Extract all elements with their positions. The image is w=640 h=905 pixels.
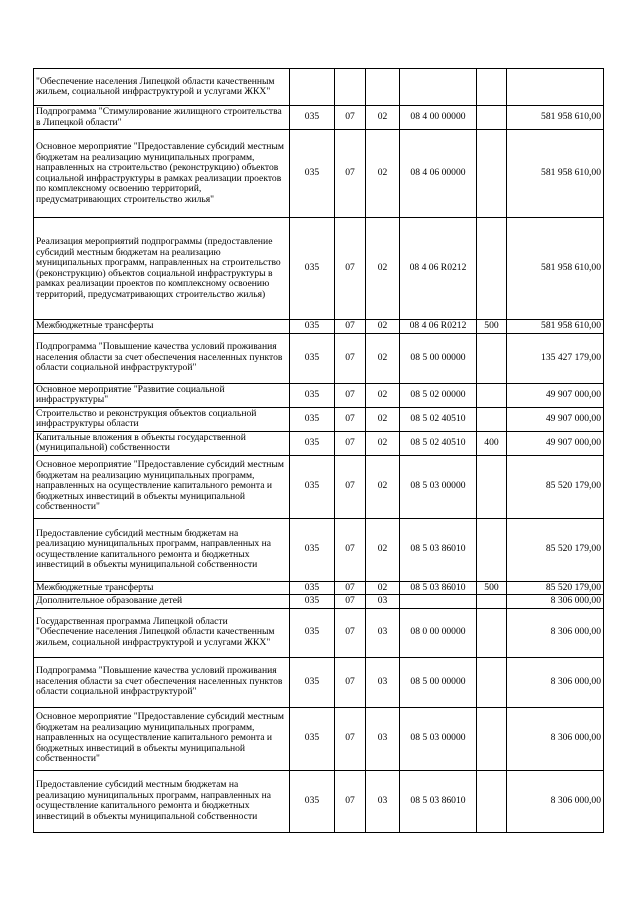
- cell-section: 07: [335, 218, 366, 320]
- cell-subsection: 02: [366, 581, 400, 595]
- cell-description: Капитальные вложения в объекты государственной (муниципальной) собственности: [34, 431, 290, 455]
- cell-amount: 8 306 000,00: [507, 657, 604, 707]
- cell-section: 07: [335, 455, 366, 518]
- cell-description: Подпрограмма "Повышение качества условий проживания населения области за счет обеспечения населенных пунктов области социальной инфраструктурой": [34, 333, 290, 383]
- cell-target-article: 08 5 02 40510: [400, 431, 477, 455]
- cell-description: "Обеспечение населения Липецкой области качественным жильем, социальной инфраструктурой и услугами ЖКХ": [34, 69, 290, 106]
- cell-ministry-code: 035: [290, 608, 335, 657]
- cell-target-article: 08 5 03 86010: [400, 770, 477, 832]
- cell-target-article: 08 5 00 00000: [400, 657, 477, 707]
- cell-amount: 135 427 179,00: [507, 333, 604, 383]
- cell-amount: 8 306 000,00: [507, 707, 604, 770]
- cell-expense-type: [477, 106, 507, 130]
- table-row: [34, 707, 604, 770]
- cell-description: Строительство и реконструкция объектов социальной инфраструктуры области: [34, 407, 290, 431]
- cell-amount: 49 907 000,00: [507, 407, 604, 431]
- cell-section: 07: [335, 333, 366, 383]
- cell-target-article: 08 5 00 00000: [400, 333, 477, 383]
- cell-description: Предоставление субсидий местным бюджетам на реализацию муниципальных программ, направленных на осуществление капитального ремонта и бюджетных инвестиций в объекты муниципальной собственности: [34, 770, 290, 832]
- table-row: [34, 320, 604, 334]
- cell-target-article: 08 4 06 00000: [400, 130, 477, 218]
- cell-ministry-code: 035: [290, 431, 335, 455]
- cell-amount: 8 306 000,00: [507, 608, 604, 657]
- cell-description: Межбюджетные трансферты: [34, 581, 290, 595]
- cell-description: Основное мероприятие "Развитие социальной инфраструктуры": [34, 383, 290, 407]
- cell-target-article: 08 4 06 R0212: [400, 218, 477, 320]
- cell-description: Государственная программа Липецкой области "Обеспечение населения Липецкой области качественным жильем, социальной инфраструктурой и услугами ЖКХ": [34, 608, 290, 657]
- cell-subsection: 03: [366, 657, 400, 707]
- cell-expense-type: [477, 455, 507, 518]
- cell-target-article: 08 4 00 00000: [400, 106, 477, 130]
- cell-ministry-code: [290, 69, 335, 106]
- table-row: [34, 518, 604, 581]
- cell-amount: 85 520 179,00: [507, 518, 604, 581]
- cell-expense-type: [477, 608, 507, 657]
- cell-amount: 581 958 610,00: [507, 218, 604, 320]
- cell-subsection: 03: [366, 595, 400, 609]
- cell-target-article: 08 5 02 40510: [400, 407, 477, 431]
- cell-section: 07: [335, 595, 366, 609]
- cell-target-article: 08 5 03 00000: [400, 455, 477, 518]
- cell-ministry-code: 035: [290, 518, 335, 581]
- cell-section: 07: [335, 707, 366, 770]
- cell-section: 07: [335, 657, 366, 707]
- cell-ministry-code: 035: [290, 770, 335, 832]
- table-row: [34, 431, 604, 455]
- table-row: [34, 333, 604, 383]
- cell-expense-type: 400: [477, 431, 507, 455]
- cell-expense-type: [477, 770, 507, 832]
- cell-expense-type: [477, 69, 507, 106]
- budget-table: [33, 68, 604, 833]
- cell-subsection: 03: [366, 770, 400, 832]
- cell-expense-type: 500: [477, 320, 507, 334]
- cell-ministry-code: 035: [290, 455, 335, 518]
- cell-ministry-code: 035: [290, 383, 335, 407]
- cell-amount: 8 306 000,00: [507, 770, 604, 832]
- cell-section: 07: [335, 770, 366, 832]
- cell-description: Предоставление субсидий местным бюджетам на реализацию муниципальных программ, направленных на осуществление капитального ремонта и бюджетных инвестиций в объекты муниципальной собственности: [34, 518, 290, 581]
- cell-ministry-code: 035: [290, 707, 335, 770]
- cell-amount: 581 958 610,00: [507, 320, 604, 334]
- cell-target-article: 08 0 00 00000: [400, 608, 477, 657]
- table-row: [34, 407, 604, 431]
- cell-description: Основное мероприятие "Предоставление субсидий местным бюджетам на реализацию муниципальных программ, направленных на осуществление капитального ремонта и бюджетных инвестиций в объекты муниципальной собственности": [34, 455, 290, 518]
- cell-expense-type: [477, 333, 507, 383]
- cell-amount: [507, 69, 604, 106]
- cell-expense-type: [477, 130, 507, 218]
- cell-expense-type: [477, 407, 507, 431]
- cell-section: 07: [335, 383, 366, 407]
- table-row: [34, 130, 604, 218]
- cell-subsection: 02: [366, 320, 400, 334]
- cell-section: 07: [335, 130, 366, 218]
- cell-subsection: 03: [366, 707, 400, 770]
- cell-section: 07: [335, 407, 366, 431]
- cell-ministry-code: 035: [290, 595, 335, 609]
- cell-description: Дополнительное образование детей: [34, 595, 290, 609]
- cell-target-article: 08 5 03 86010: [400, 518, 477, 581]
- cell-ministry-code: 035: [290, 407, 335, 431]
- cell-expense-type: [477, 218, 507, 320]
- cell-section: 07: [335, 320, 366, 334]
- table-row: [34, 657, 604, 707]
- cell-subsection: [366, 69, 400, 106]
- cell-description: Основное мероприятие "Предоставление субсидий местным бюджетам на реализацию муниципальных программ, направленных на осуществление капитального ремонта и бюджетных инвестиций в объекты муниципальной собственности": [34, 707, 290, 770]
- cell-expense-type: 500: [477, 581, 507, 595]
- cell-ministry-code: 035: [290, 657, 335, 707]
- cell-section: 07: [335, 106, 366, 130]
- cell-ministry-code: 035: [290, 130, 335, 218]
- cell-subsection: 02: [366, 333, 400, 383]
- table-row: [34, 218, 604, 320]
- cell-description: Реализация мероприятий подпрограммы (предоставление субсидий местным бюджетам на реализацию муниципальных программ, направленных на строительство (реконструкцию) объектов социальной инфраструктуры в рамках реализации проектов по комплексному освоению территорий, предусматривающих строительство жилья): [34, 218, 290, 320]
- cell-section: 07: [335, 431, 366, 455]
- cell-ministry-code: 035: [290, 333, 335, 383]
- cell-ministry-code: 035: [290, 106, 335, 130]
- cell-subsection: 02: [366, 383, 400, 407]
- table-row: [34, 595, 604, 609]
- budget-table-body: [34, 69, 604, 833]
- cell-subsection: 02: [366, 518, 400, 581]
- cell-description: Межбюджетные трансферты: [34, 320, 290, 334]
- cell-section: [335, 69, 366, 106]
- cell-target-article: [400, 69, 477, 106]
- cell-description: Основное мероприятие "Предоставление субсидий местным бюджетам на реализацию муниципальных программ, направленных на строительство (реконструкцию) объектов социальной инфраструктуры в рамках реализации проектов по комплексному освоению территорий, предусматривающих строительство жилья": [34, 130, 290, 218]
- cell-subsection: 02: [366, 106, 400, 130]
- cell-section: 07: [335, 581, 366, 595]
- table-row: [34, 608, 604, 657]
- cell-expense-type: [477, 707, 507, 770]
- cell-target-article: [400, 595, 477, 609]
- cell-subsection: 02: [366, 455, 400, 518]
- cell-section: 07: [335, 518, 366, 581]
- cell-expense-type: [477, 383, 507, 407]
- cell-ministry-code: 035: [290, 581, 335, 595]
- cell-ministry-code: 035: [290, 218, 335, 320]
- table-row: [34, 581, 604, 595]
- cell-description: Подпрограмма "Стимулирование жилищного строительства в Липецкой области": [34, 106, 290, 130]
- cell-amount: 581 958 610,00: [507, 130, 604, 218]
- cell-amount: 8 306 000,00: [507, 595, 604, 609]
- cell-expense-type: [477, 657, 507, 707]
- table-row: [34, 69, 604, 106]
- table-row: [34, 383, 604, 407]
- cell-amount: 85 520 179,00: [507, 455, 604, 518]
- cell-subsection: 02: [366, 407, 400, 431]
- cell-subsection: 02: [366, 218, 400, 320]
- cell-amount: 49 907 000,00: [507, 383, 604, 407]
- cell-amount: 49 907 000,00: [507, 431, 604, 455]
- cell-expense-type: [477, 595, 507, 609]
- table-row: [34, 106, 604, 130]
- cell-target-article: 08 5 03 86010: [400, 581, 477, 595]
- cell-description: Подпрограмма "Повышение качества условий проживания населения области за счет обеспечения населенных пунктов области социальной инфраструктурой": [34, 657, 290, 707]
- cell-section: 07: [335, 608, 366, 657]
- cell-target-article: 08 5 03 00000: [400, 707, 477, 770]
- cell-subsection: 02: [366, 130, 400, 218]
- cell-expense-type: [477, 518, 507, 581]
- cell-subsection: 03: [366, 608, 400, 657]
- cell-amount: 85 520 179,00: [507, 581, 604, 595]
- cell-target-article: 08 4 06 R0212: [400, 320, 477, 334]
- cell-amount: 581 958 610,00: [507, 106, 604, 130]
- cell-ministry-code: 035: [290, 320, 335, 334]
- table-row: [34, 770, 604, 832]
- cell-subsection: 02: [366, 431, 400, 455]
- cell-target-article: 08 5 02 00000: [400, 383, 477, 407]
- table-row: [34, 455, 604, 518]
